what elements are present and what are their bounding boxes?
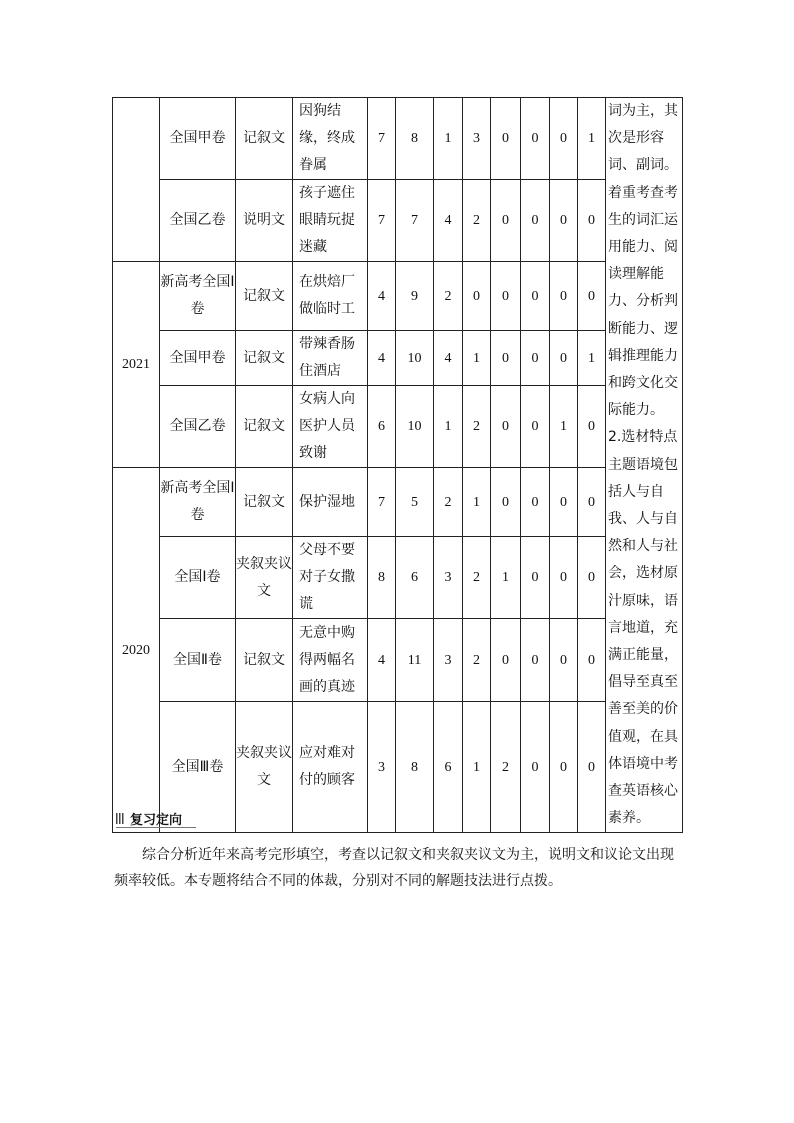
year-cell-2022: [113, 98, 160, 262]
num-cell: 0: [578, 537, 606, 619]
num-cell: 11: [396, 619, 434, 702]
num-cell: 0: [521, 619, 550, 702]
paper-cell: 全国甲卷: [160, 98, 236, 180]
num-cell: 0: [550, 537, 578, 619]
num-cell: 1: [578, 331, 606, 386]
num-cell: 0: [521, 98, 550, 180]
topic-cell: 在烘焙厂做临时工: [293, 262, 368, 331]
paper-cell: 新高考全国Ⅰ卷: [160, 262, 236, 331]
num-cell: 2: [463, 386, 491, 468]
num-cell: 0: [550, 619, 578, 702]
num-cell: 0: [578, 468, 606, 537]
num-cell: 0: [491, 98, 521, 180]
num-cell: 0: [521, 262, 550, 331]
num-cell: 0: [521, 702, 550, 833]
num-cell: 1: [463, 468, 491, 537]
num-cell: 0: [491, 386, 521, 468]
num-cell: 3: [463, 98, 491, 180]
num-cell: 0: [521, 180, 550, 262]
table-row: [113, 619, 683, 702]
num-cell: 0: [578, 386, 606, 468]
num-cell: 0: [578, 619, 606, 702]
num-cell: 1: [550, 386, 578, 468]
table-row: [113, 180, 683, 262]
genre-cell: 说明文: [236, 180, 293, 262]
paper-cell: 全国乙卷: [160, 180, 236, 262]
topic-cell: 孩子遮住眼睛玩捉迷藏: [293, 180, 368, 262]
num-cell: 2: [463, 537, 491, 619]
num-cell: 0: [521, 468, 550, 537]
num-cell: 3: [368, 702, 396, 833]
num-cell: 7: [396, 180, 434, 262]
num-cell: 0: [521, 386, 550, 468]
table-row: [113, 262, 683, 331]
num-cell: 4: [368, 262, 396, 331]
table-row: [113, 702, 683, 833]
section-underline: [116, 827, 196, 828]
num-cell: 0: [550, 331, 578, 386]
year-cell-2020: 2020: [113, 468, 160, 833]
num-cell: 0: [578, 262, 606, 331]
num-cell: 0: [491, 619, 521, 702]
num-cell: 0: [491, 262, 521, 331]
num-cell: 2: [434, 468, 463, 537]
num-cell: 0: [491, 468, 521, 537]
num-cell: 5: [396, 468, 434, 537]
num-cell: 4: [368, 331, 396, 386]
num-cell: 6: [434, 702, 463, 833]
num-cell: 0: [491, 331, 521, 386]
paper-cell: 全国Ⅲ卷: [160, 702, 236, 833]
genre-cell: 记叙文: [236, 386, 293, 468]
topic-cell: 应对难对付的顾客: [293, 702, 368, 833]
table-row: [113, 468, 683, 537]
topic-cell: 父母不要对子女撒谎: [293, 537, 368, 619]
num-cell: 1: [578, 98, 606, 180]
num-cell: 0: [550, 702, 578, 833]
num-cell: 2: [463, 619, 491, 702]
paper-cell: 新高考全国Ⅰ卷: [160, 468, 236, 537]
genre-cell: 夹叙夹议文: [236, 702, 293, 833]
topic-cell: 带辣香肠住酒店: [293, 331, 368, 386]
paper-cell: 全国甲卷: [160, 331, 236, 386]
num-cell: 7: [368, 468, 396, 537]
num-cell: 6: [396, 537, 434, 619]
genre-cell: 记叙文: [236, 468, 293, 537]
num-cell: 1: [463, 702, 491, 833]
num-cell: 3: [434, 537, 463, 619]
section-title: 复习定向: [130, 812, 183, 828]
num-cell: 0: [578, 180, 606, 262]
num-cell: 0: [550, 180, 578, 262]
topic-cell: 因狗结缘，终成眷属: [293, 98, 368, 180]
table-row: [113, 386, 683, 468]
num-cell: 0: [550, 468, 578, 537]
genre-cell: 夹叙夹议文: [236, 537, 293, 619]
num-cell: 0: [491, 180, 521, 262]
num-cell: 1: [434, 386, 463, 468]
num-cell: 7: [368, 180, 396, 262]
num-cell: 0: [521, 331, 550, 386]
table-row: [113, 331, 683, 386]
num-cell: 2: [463, 180, 491, 262]
num-cell: 0: [463, 262, 491, 331]
topic-cell: 女病人向医护人员致谢: [293, 386, 368, 468]
genre-cell: 记叙文: [236, 262, 293, 331]
genre-cell: 记叙文: [236, 619, 293, 702]
num-cell: 2: [434, 262, 463, 331]
table-row: [113, 537, 683, 619]
year-cell-2021: 2021: [113, 262, 160, 468]
num-cell: 10: [396, 386, 434, 468]
genre-cell: 记叙文: [236, 331, 293, 386]
num-cell: 6: [368, 386, 396, 468]
num-cell: 1: [434, 98, 463, 180]
num-cell: 0: [521, 537, 550, 619]
num-cell: 10: [396, 331, 434, 386]
section-marker-icon: [116, 813, 125, 824]
num-cell: 4: [434, 331, 463, 386]
num-cell: 0: [550, 98, 578, 180]
num-cell: 8: [368, 537, 396, 619]
num-cell: 0: [578, 702, 606, 833]
num-cell: 8: [396, 98, 434, 180]
num-cell: 9: [396, 262, 434, 331]
paper-cell: 全国Ⅱ卷: [160, 619, 236, 702]
topic-cell: 无意中购得两幅名画的真迹: [293, 619, 368, 702]
num-cell: 4: [434, 180, 463, 262]
num-cell: 7: [368, 98, 396, 180]
analysis-note-cell: 词为主，其次是形容词、副词。着重考查考生的词汇运用能力、阅读理解能力、分析判断能力、逻辑推理能力和跨文化交际能力。 2.选材特点 主题语境包括人与自我、人与自然和人与社会，选材原汁原味，语言地道，充满正能量，倡导至真至善至美的价值观，在具体语境中考查英语核心素养。: [606, 98, 683, 833]
num-cell: 1: [491, 537, 521, 619]
paper-cell: 全国Ⅰ卷: [160, 537, 236, 619]
num-cell: 2: [491, 702, 521, 833]
review-paragraph: 综合分析近年来高考完形填空，考查以记叙文和夹叙夹议文为主，说明文和议论文出现频率较低。本专题将结合不同的体裁，分别对不同的解题技法进行点拨。: [114, 847, 674, 889]
genre-cell: 记叙文: [236, 98, 293, 180]
num-cell: 4: [368, 619, 396, 702]
num-cell: 0: [550, 262, 578, 331]
num-cell: 8: [396, 702, 434, 833]
topic-cell: 保护湿地: [293, 468, 368, 537]
section-heading: [116, 808, 182, 828]
num-cell: 1: [463, 331, 491, 386]
paper-cell: 全国乙卷: [160, 386, 236, 468]
exam-analysis-table: [112, 97, 683, 833]
num-cell: 3: [434, 619, 463, 702]
table-row: [113, 98, 683, 180]
